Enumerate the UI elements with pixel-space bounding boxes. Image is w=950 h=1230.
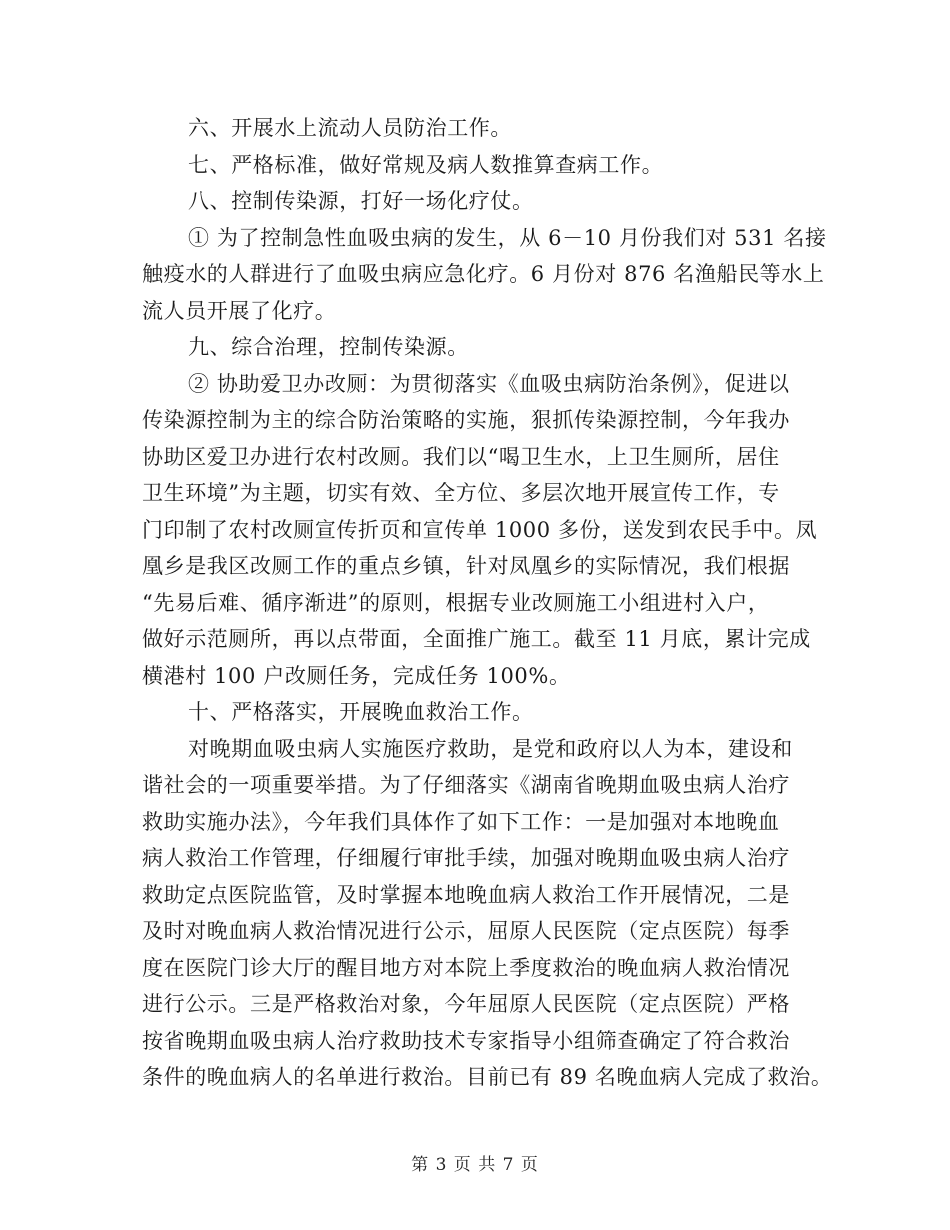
paragraph-line: 救助实施办法》，今年我们具体作了如下工作：一是加强对本地晚血 [142, 809, 780, 834]
paragraph-line: ① 为了控制急性血吸虫病的发生，从 6－10 月份我们对 531 名接 [188, 225, 827, 250]
paragraph-line: 卫生环境”为主题，切实有效、全方位、多层次地开展宣传工作，专 [142, 481, 780, 505]
paragraph-line: 病人救治工作管理，仔细履行审批手续，加强对晚期血吸虫病人治疗 [142, 846, 790, 870]
paragraph-line: 谐社会的一项重要举措。为了仔细落实《湖南省晚期血吸虫病人治疗 [142, 773, 790, 797]
paragraph-line: 及时对晚血病人救治情况进行公示，屈原人民医院（定点医院）每季 [142, 919, 790, 943]
paragraph-line: 门印制了农村改厕宣传折页和宣传单 1000 多份，送发到农民手中。凤 [142, 517, 818, 542]
paragraph-line: 救助定点医院监管，及时掌握本地晚血病人救治工作开展情况，二是 [142, 882, 790, 907]
paragraph-line: 做好示范厕所，再以点带面，全面推广施工。截至 11 月底，累计完成 [142, 627, 811, 651]
paragraph-line: “先易后难、循序渐进”的原则，根据专业改厕施工小组进村入户， [142, 590, 770, 615]
paragraph-line: 七、严格标准，做好常规及病人数推算查病工作。 [188, 152, 664, 177]
paragraph-line: 凰乡是我区改厕工作的重点乡镇，针对凤凰乡的实际情况，我们根据 [142, 554, 790, 578]
paragraph-line: 六、开展水上流动人员防治工作。 [188, 116, 512, 140]
paragraph-line: 条件的晚血病人的名单进行救治。目前已有 89 名晚血病人完成了救治。 [142, 1065, 833, 1089]
paragraph-line: 横港村 100 户改厕任务，完成任务 100%。 [142, 663, 571, 688]
paragraph-line: 九、综合治理，控制传染源。 [188, 335, 469, 359]
paragraph-line: 十、严格落实，开展晚血救治工作。 [188, 700, 534, 724]
paragraph-line: 对晚期血吸虫病人实施医疗救助，是党和政府以人为本，建设和 [188, 736, 793, 761]
paragraph-line: 流人员开展了化疗。 [142, 298, 337, 323]
paragraph-line: 传染源控制为主的综合防治策略的实施，狠抓传染源控制，今年我办 [142, 408, 790, 432]
paragraph-line: 进行公示。三是严格救治对象，今年屈原人民医院（定点医院）严格 [142, 992, 790, 1016]
paragraph-line: ② 协助爱卫办改厕：为贯彻落实《血吸虫病防治条例》，促进以 [188, 371, 790, 396]
paragraph-line: 触疫水的人群进行了血吸虫病应急化疗。6 月份对 876 名渔船民等水上 [142, 262, 825, 286]
document-body [142, 110, 833, 1096]
paragraph-line: 协助区爱卫办进行农村改厕。我们以“喝卫生水，上卫生厕所，居住 [142, 444, 780, 469]
page-number-footer: 第 3 页 共 7 页 [411, 1155, 539, 1175]
paragraph-line: 按省晚期血吸虫病人治疗救助技术专家指导小组筛查确定了符合救治 [142, 1028, 790, 1053]
paragraph-line: 八、控制传染源，打好一场化疗仗。 [188, 189, 534, 213]
paragraph-line: 度在医院门诊大厅的醒目地方对本院上季度救治的晚血病人救治情况 [142, 955, 790, 980]
